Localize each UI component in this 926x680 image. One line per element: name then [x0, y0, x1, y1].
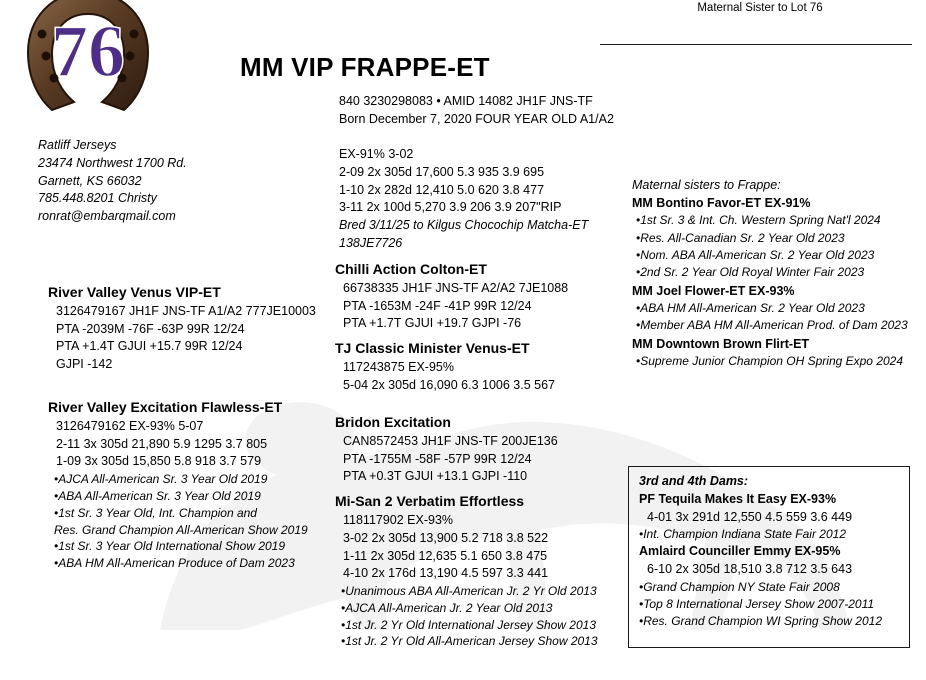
- maternal-sisters-block: [632, 176, 924, 370]
- dam-line-2: 5-04 2x 305d 16,090 6.3 1006 3.5 567: [343, 377, 555, 392]
- mid-bottom1-line-3: PTA +0.3T GJUI +13.1 GJPI -110: [343, 469, 528, 484]
- breeder-address: 23474 Northwest 1700 Rd.: [38, 155, 187, 170]
- award-item: •ABA All-American Sr. 3 Year Old 2019: [54, 488, 261, 503]
- award-item: Res. Grand Champion All-American Show 2019: [54, 522, 308, 537]
- dams-entry-bullet: •Int. Champion Indiana State Fair 2012: [639, 527, 846, 542]
- breeder-name: Ratliff Jerseys: [38, 138, 117, 152]
- maternal-entry-bullet: •Supreme Junior Champion OH Spring Expo 2024: [636, 353, 904, 368]
- award-item: •AJCA All-American Sr. 3 Year Old 2019: [54, 472, 268, 487]
- registration-line-2: Born December 7, 2020 FOUR YEAR OLD A1/A2: [339, 112, 614, 127]
- maternal-sisters-header: Maternal sisters to Frappe:: [632, 178, 781, 192]
- maternal-entry-bullet: •Nom. ABA All-American Sr. 2 Year Old 2023: [636, 248, 875, 263]
- maternal-entry: [632, 194, 924, 282]
- maternal-sister-note: Maternal Sister to Lot 76: [697, 2, 823, 14]
- sire-line-1: 66738335 JH1F JNS-TF A2/A2 7JE1088: [343, 280, 569, 295]
- performance-line-4: 3-11 2x 100d 5,270 3.9 206 3.9 207"RIP: [339, 200, 562, 215]
- left-bottom-line-1: 3126479162 EX-93% 5-07: [56, 418, 204, 433]
- performance-line-1: EX-91% 3-02: [339, 147, 414, 161]
- left-top-name: River Valley Venus VIP-ET: [48, 284, 221, 300]
- dams-box-header: 3rd and 4th Dams:: [639, 474, 749, 488]
- bred-code: 138JE7726: [339, 235, 403, 250]
- registration-block: [339, 92, 614, 128]
- award-item: •Unanimous ABA All-American Jr. 2 Yr Old 2013: [341, 584, 597, 598]
- pedigree-sire-dam: [335, 260, 635, 395]
- header-divider: [600, 44, 912, 45]
- breeder-city: Garnett, KS 66032: [38, 173, 142, 188]
- dams-entry-name: PF Tequila Makes It Easy EX-93%: [639, 491, 837, 506]
- maternal-entry-name: MM Bontino Favor-ET EX-91%: [632, 196, 811, 211]
- award-item: •ABA HM All-American Produce of Dam 2023: [54, 556, 295, 571]
- dam-line-1: 117243875 EX-95%: [343, 360, 454, 374]
- dams-entry-bullet: •Res. Grand Champion WI Spring Show 2012: [639, 613, 882, 628]
- performance-block: [339, 146, 588, 253]
- maternal-entry-bullet: •ABA HM All-American Sr. 2 Year Old 2023: [636, 300, 865, 315]
- dams-entry-data: 4-01 3x 291d 12,550 4.5 559 3.6 449: [647, 509, 853, 524]
- registration-line-1: 840 3230298083 • AMID 14082 JH1F JNS-TF: [339, 94, 593, 108]
- bred-line: Bred 3/11/25 to Kilgus Chocochip Matcha-ET: [339, 218, 589, 232]
- sire-line-3: PTA +1.7T GJUI +19.7 GJPI -76: [343, 316, 522, 331]
- dams-entry-bullet: •Top 8 International Jersey Show 2007-2011: [639, 596, 875, 611]
- left-bottom-line-3: 1-09 3x 305d 15,850 5.8 918 3.7 579: [56, 454, 262, 469]
- maternal-entry-name: MM Downtown Brown Flirt-ET: [632, 336, 810, 351]
- performance-line-3: 1-10 2x 282d 12,410 5.0 620 3.8 477: [339, 182, 545, 197]
- left-top-line-1: 3126479167 JH1F JNS-TF A1/A2 777JE10003: [56, 303, 316, 318]
- dam-name: TJ Classic Minister Venus-ET: [335, 340, 530, 357]
- maternal-entry-bullet: •Member ABA HM All-American Prod. of Dam 2023: [636, 318, 908, 333]
- maternal-entry: [632, 282, 924, 335]
- mid-bottom2-line-3: 1-11 2x 305d 12,635 5.1 650 3.8 475: [343, 548, 548, 563]
- dams-entry-bullet: •Grand Champion NY State Fair 2008: [639, 579, 840, 594]
- sire-name: Chilli Action Colton-ET: [335, 261, 487, 277]
- maternal-entry-bullet: •2nd Sr. 2 Year Old Royal Winter Fair 2023: [636, 265, 865, 280]
- lot-number: 76: [51, 11, 125, 93]
- mid-bottom2-line-2: 3-02 2x 305d 13,900 5.2 718 3.8 522: [343, 530, 549, 545]
- mid-bottom1-line-2: PTA -1755M -58F -57P 99R 12/24: [343, 451, 532, 466]
- award-item: •AJCA All-American Jr. 2 Year Old 2013: [341, 600, 553, 615]
- mid-bottom1-name: Bridon Excitation: [335, 414, 451, 430]
- left-bottom-awards: [48, 471, 348, 572]
- dams-entry: [639, 543, 901, 630]
- dams-box: [628, 466, 910, 648]
- breeder-email: ronrat@embarqmail.com: [38, 209, 176, 223]
- dams-entry-name: Amlaird Counciller Emmy EX-95%: [639, 544, 841, 559]
- award-item: •1st Sr. 3 Year Old, Int. Champion and: [54, 505, 257, 520]
- left-bottom-line-2: 2-11 3x 305d 21,890 5.9 1295 3.7 805: [56, 436, 268, 451]
- maternal-entry: [632, 335, 924, 371]
- breeder-phone: 785.448.8201 Christy: [38, 191, 157, 206]
- page-title: MM VIP FRAPPE-ET: [240, 52, 490, 82]
- left-top-line-2: PTA -2039M -76F -63P 99R 12/24: [56, 321, 245, 336]
- pedigree-mid-bottom: [335, 413, 635, 650]
- left-bottom-name: River Valley Excitation Flawless-ET: [48, 399, 283, 415]
- pedigree-left-top: [48, 283, 348, 374]
- maternal-entry-bullet: •Res. All-Canadian Sr. 2 Year Old 2023: [636, 230, 845, 245]
- mid-bottom2-awards: [335, 583, 635, 650]
- dams-entry-data: 6-10 2x 305d 18,510 3.8 712 3.5 643: [647, 562, 853, 577]
- sire-line-2: PTA -1653M -24F -41P 99R 12/24: [343, 298, 532, 313]
- pedigree-left-bottom: [48, 398, 348, 572]
- award-item: •1st Jr. 2 Yr Old All-American Jersey Show 2013: [341, 634, 598, 649]
- dams-entry: [639, 491, 901, 544]
- award-item: •1st Sr. 3 Year Old International Show 2019: [54, 539, 286, 554]
- left-top-line-3: PTA +1.4T GJUI +15.7 99R 12/24: [56, 339, 243, 354]
- mid-bottom2-line-1: 118117902 EX-93%: [343, 513, 454, 527]
- lot-badge: [22, 0, 154, 114]
- mid-bottom1-line-1: CAN8572453 JH1F JNS-TF 200JE136: [343, 433, 558, 448]
- breeder-block: [38, 137, 187, 226]
- award-item: •1st Jr. 2 Yr Old International Jersey Show 2013: [341, 617, 596, 632]
- mid-bottom2-line-4: 4-10 2x 176d 13,190 4.5 597 3.3 441: [343, 566, 549, 581]
- performance-line-2: 2-09 2x 305d 17,600 5.3 935 3.9 695: [339, 164, 545, 179]
- mid-bottom2-name: Mi-San 2 Verbatim Effortless: [335, 493, 525, 510]
- left-top-line-4: GJPI -142: [56, 357, 113, 372]
- maternal-entry-bullet: •1st Sr. 3 & Int. Ch. Western Spring Nat'l 2024: [636, 213, 881, 228]
- maternal-entry-name: MM Joel Flower-ET EX-93%: [632, 283, 795, 298]
